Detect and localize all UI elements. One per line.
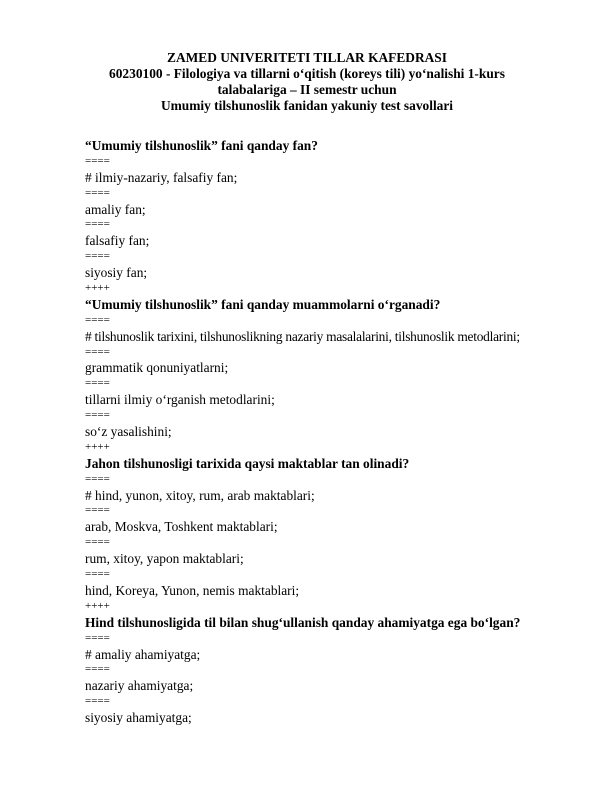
- question-text: Jahon tilshunosligi tarixida qaysi maktablar tan olinadi?: [85, 455, 410, 471]
- separator: ====: [85, 409, 110, 422]
- separator: ++++: [85, 282, 110, 295]
- separator: ====: [85, 695, 110, 708]
- separator: ====: [85, 154, 110, 167]
- audience-line: talabalariga – II semestr uchun: [217, 82, 397, 97]
- separator: ====: [85, 663, 110, 676]
- separator: ====: [85, 377, 110, 390]
- answer-option: amaliy fan;: [85, 201, 146, 217]
- test-title: Umumiy tilshunoslik fanidan yakuniy test savollari: [160, 98, 454, 113]
- separator: ====: [85, 631, 110, 644]
- separator: ====: [85, 313, 110, 326]
- answer-option: grammatik qonuniyatlarni;: [85, 360, 229, 376]
- test-questions: [85, 138, 585, 726]
- separator: ++++: [85, 440, 110, 453]
- answer-option: arab, Moskva, Toshkent maktablari;: [85, 519, 278, 535]
- separator: ====: [85, 250, 110, 263]
- separator: ====: [85, 472, 110, 485]
- question-text: Hind tilshunosligida til bilan shug‘ullanish qanday ahamiyatga ega bo‘lgan?: [85, 614, 521, 630]
- answer-option: # tilshunoslik tarixini, tilshunoslikning nazariy masalalarini, tilshunoslik metodlarini;: [85, 328, 520, 344]
- separator: ====: [85, 568, 110, 581]
- answer-option: hind, Koreya, Yunon, nemis maktablari;: [85, 582, 300, 598]
- answer-option: tillarni ilmiy o‘rganish metodlarini;: [85, 392, 275, 408]
- separator: ====: [85, 504, 110, 517]
- department-title: ZAMED UNIVERITETI TILLAR KAFEDRASI: [167, 50, 447, 65]
- document-header: [60, 50, 554, 114]
- answer-option: nazariy ahamiyatga;: [85, 678, 194, 694]
- answer-option: rum, xitoy, yapon maktablari;: [85, 551, 244, 567]
- question-text: “Umumiy tilshunoslik” fani qanday fan?: [85, 138, 318, 153]
- answer-option: # hind, yunon, xitoy, rum, arab maktablari;: [85, 487, 315, 503]
- answer-option: # ilmiy-nazariy, falsafiy fan;: [85, 169, 238, 185]
- separator: ====: [85, 536, 110, 549]
- separator: ++++: [85, 599, 110, 612]
- answer-option: siyosiy ahamiyatga;: [85, 710, 192, 726]
- separator: ====: [85, 218, 110, 231]
- answer-option: falsafiy fan;: [85, 233, 150, 249]
- answer-option: so‘z yasalishini;: [85, 424, 172, 440]
- answer-option: # amaliy ahamiyatga;: [85, 646, 201, 662]
- course-title: 60230100 - Filologiya va tillarni o‘qitish (koreys tili) yo‘nalishi 1-kurs: [109, 66, 505, 81]
- separator: ====: [85, 186, 110, 199]
- question-text: “Umumiy tilshunoslik” fani qanday muammolarni o‘rganadi?: [85, 296, 441, 312]
- answer-option: siyosiy fan;: [85, 265, 148, 281]
- separator: ====: [85, 345, 110, 358]
